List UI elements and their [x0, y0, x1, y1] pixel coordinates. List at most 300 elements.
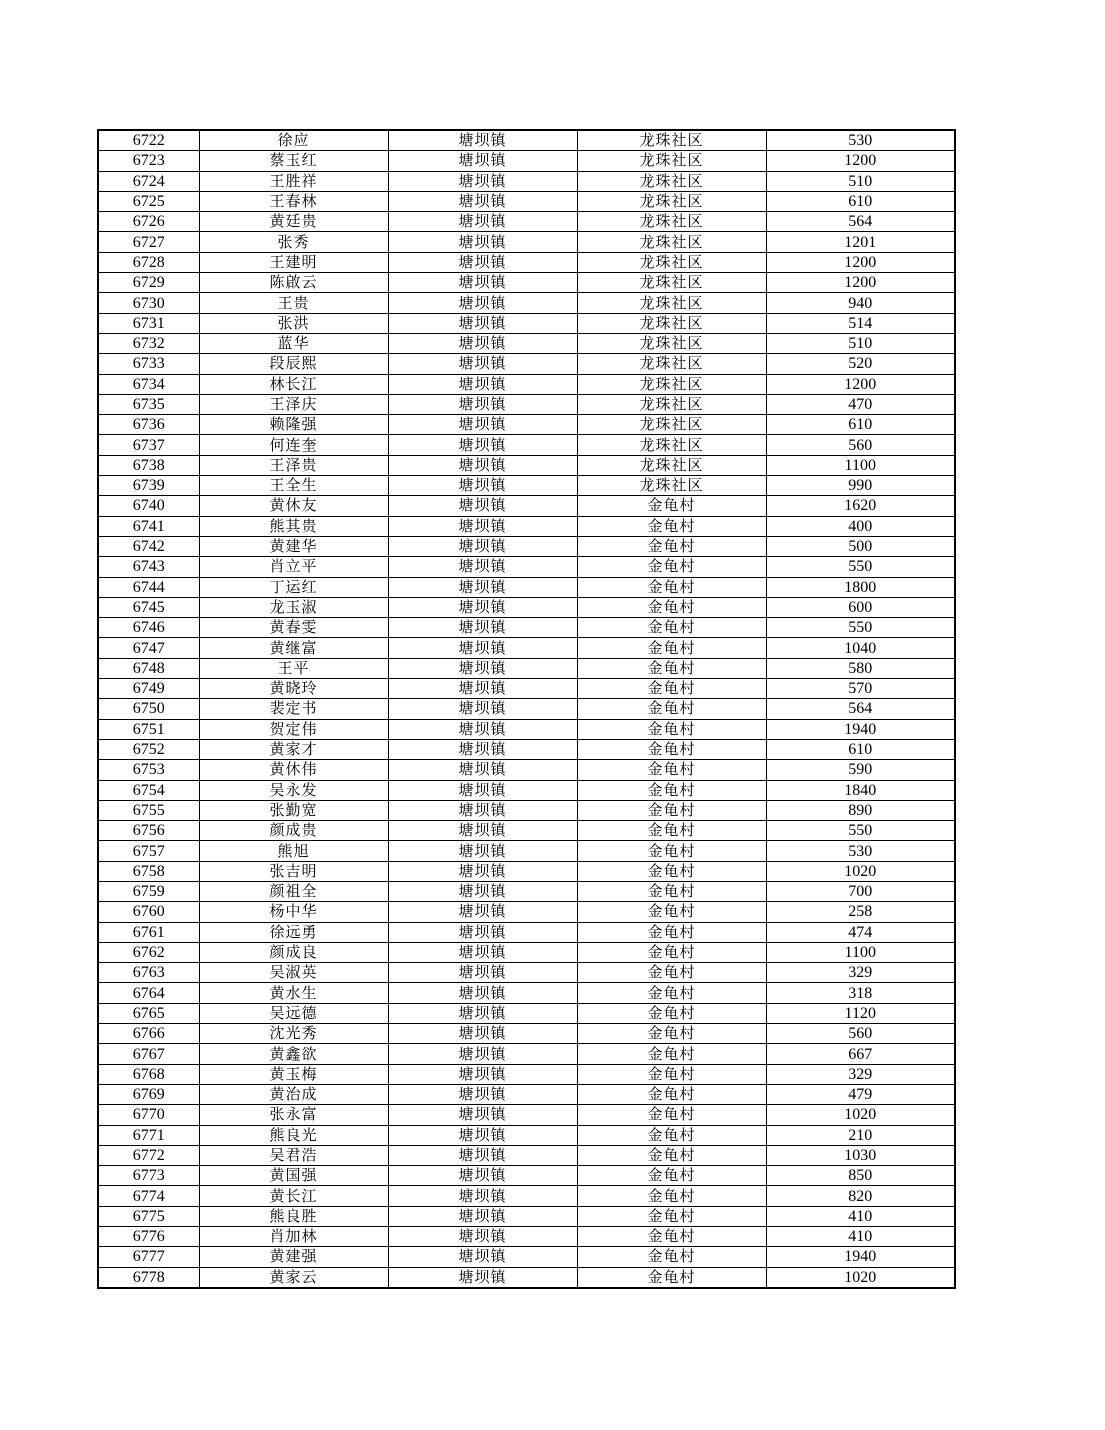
amount-cell: 1020 [766, 1105, 955, 1125]
village-cell: 金龟村 [577, 983, 766, 1003]
row-number-cell: 6735 [98, 394, 199, 414]
amount-cell: 500 [766, 536, 955, 556]
town-cell: 塘坝镇 [388, 476, 577, 496]
village-cell: 龙珠社区 [577, 293, 766, 313]
name-cell: 蓝华 [199, 333, 388, 353]
town-cell: 塘坝镇 [388, 739, 577, 759]
name-cell: 肖立平 [199, 557, 388, 577]
amount-cell: 1201 [766, 232, 955, 252]
amount-cell: 1200 [766, 273, 955, 293]
village-cell: 金龟村 [577, 1044, 766, 1064]
table-row [98, 435, 955, 455]
amount-cell: 510 [766, 333, 955, 353]
row-number-cell: 6741 [98, 516, 199, 536]
name-cell: 王泽庆 [199, 394, 388, 414]
amount-cell: 667 [766, 1044, 955, 1064]
village-cell: 金龟村 [577, 1003, 766, 1023]
amount-cell: 610 [766, 739, 955, 759]
village-cell: 金龟村 [577, 699, 766, 719]
village-cell: 龙珠社区 [577, 252, 766, 272]
name-cell: 贺定伟 [199, 719, 388, 739]
row-number-cell: 6760 [98, 902, 199, 922]
amount-cell: 590 [766, 760, 955, 780]
name-cell: 肖加林 [199, 1227, 388, 1247]
town-cell: 塘坝镇 [388, 597, 577, 617]
name-cell: 黄休友 [199, 496, 388, 516]
amount-cell: 1200 [766, 252, 955, 272]
town-cell: 塘坝镇 [388, 435, 577, 455]
table-row [98, 1044, 955, 1064]
row-number-cell: 6733 [98, 354, 199, 374]
row-number-cell: 6743 [98, 557, 199, 577]
village-cell: 龙珠社区 [577, 435, 766, 455]
town-cell: 塘坝镇 [388, 313, 577, 333]
town-cell: 塘坝镇 [388, 354, 577, 374]
amount-cell: 318 [766, 983, 955, 1003]
town-cell: 塘坝镇 [388, 536, 577, 556]
row-number-cell: 6776 [98, 1227, 199, 1247]
amount-cell: 580 [766, 658, 955, 678]
table-body [98, 130, 955, 1288]
row-number-cell: 6750 [98, 699, 199, 719]
town-cell: 塘坝镇 [388, 760, 577, 780]
name-cell: 黄休伟 [199, 760, 388, 780]
town-cell: 塘坝镇 [388, 151, 577, 171]
name-cell: 王平 [199, 658, 388, 678]
amount-cell: 258 [766, 902, 955, 922]
table-row [98, 963, 955, 983]
table-row [98, 861, 955, 881]
row-number-cell: 6726 [98, 212, 199, 232]
town-cell: 塘坝镇 [388, 1247, 577, 1267]
village-cell: 金龟村 [577, 942, 766, 962]
table-row [98, 841, 955, 861]
name-cell: 黄廷贵 [199, 212, 388, 232]
table-row [98, 455, 955, 475]
table-row [98, 1105, 955, 1125]
table-row [98, 719, 955, 739]
amount-cell: 1030 [766, 1145, 955, 1165]
town-cell: 塘坝镇 [388, 1024, 577, 1044]
name-cell: 吴永发 [199, 780, 388, 800]
row-number-cell: 6752 [98, 739, 199, 759]
name-cell: 吴远德 [199, 1003, 388, 1023]
town-cell: 塘坝镇 [388, 1186, 577, 1206]
village-cell: 龙珠社区 [577, 455, 766, 475]
town-cell: 塘坝镇 [388, 618, 577, 638]
town-cell: 塘坝镇 [388, 719, 577, 739]
village-cell: 金龟村 [577, 577, 766, 597]
name-cell: 颜成良 [199, 942, 388, 962]
name-cell: 徐远勇 [199, 922, 388, 942]
town-cell: 塘坝镇 [388, 496, 577, 516]
town-cell: 塘坝镇 [388, 658, 577, 678]
row-number-cell: 6746 [98, 618, 199, 638]
village-cell: 金龟村 [577, 1105, 766, 1125]
town-cell: 塘坝镇 [388, 1166, 577, 1186]
row-number-cell: 6751 [98, 719, 199, 739]
row-number-cell: 6742 [98, 536, 199, 556]
name-cell: 王泽贵 [199, 455, 388, 475]
amount-cell: 550 [766, 557, 955, 577]
table-row [98, 1186, 955, 1206]
village-cell: 龙珠社区 [577, 374, 766, 394]
table-row [98, 658, 955, 678]
table-row [98, 293, 955, 313]
row-number-cell: 6730 [98, 293, 199, 313]
name-cell: 徐应 [199, 130, 388, 151]
town-cell: 塘坝镇 [388, 1064, 577, 1084]
name-cell: 丁运红 [199, 577, 388, 597]
name-cell: 黄水生 [199, 983, 388, 1003]
amount-cell: 820 [766, 1186, 955, 1206]
row-number-cell: 6758 [98, 861, 199, 881]
town-cell: 塘坝镇 [388, 1125, 577, 1145]
name-cell: 张洪 [199, 313, 388, 333]
amount-cell: 570 [766, 679, 955, 699]
village-cell: 龙珠社区 [577, 232, 766, 252]
name-cell: 段辰熙 [199, 354, 388, 374]
village-cell: 龙珠社区 [577, 151, 766, 171]
town-cell: 塘坝镇 [388, 1003, 577, 1023]
amount-cell: 1800 [766, 577, 955, 597]
table-row [98, 1166, 955, 1186]
name-cell: 龙玉淑 [199, 597, 388, 617]
amount-cell: 564 [766, 212, 955, 232]
town-cell: 塘坝镇 [388, 516, 577, 536]
amount-cell: 1020 [766, 861, 955, 881]
row-number-cell: 6725 [98, 191, 199, 211]
amount-cell: 550 [766, 618, 955, 638]
town-cell: 塘坝镇 [388, 130, 577, 151]
amount-cell: 1100 [766, 942, 955, 962]
town-cell: 塘坝镇 [388, 800, 577, 820]
amount-cell: 1120 [766, 1003, 955, 1023]
amount-cell: 1940 [766, 719, 955, 739]
row-number-cell: 6729 [98, 273, 199, 293]
table-row [98, 942, 955, 962]
amount-cell: 530 [766, 841, 955, 861]
amount-cell: 610 [766, 415, 955, 435]
table-row [98, 536, 955, 556]
name-cell: 颜成贵 [199, 821, 388, 841]
town-cell: 塘坝镇 [388, 171, 577, 191]
village-cell: 金龟村 [577, 1125, 766, 1145]
village-cell: 龙珠社区 [577, 354, 766, 374]
row-number-cell: 6723 [98, 151, 199, 171]
table-row [98, 1125, 955, 1145]
name-cell: 吴淑英 [199, 963, 388, 983]
name-cell: 熊其贵 [199, 516, 388, 536]
row-number-cell: 6727 [98, 232, 199, 252]
name-cell: 何连奎 [199, 435, 388, 455]
row-number-cell: 6740 [98, 496, 199, 516]
table-row [98, 1024, 955, 1044]
name-cell: 黄建华 [199, 536, 388, 556]
table-row [98, 983, 955, 1003]
name-cell: 张吉明 [199, 861, 388, 881]
name-cell: 黄治成 [199, 1084, 388, 1104]
village-cell: 金龟村 [577, 1247, 766, 1267]
village-cell: 金龟村 [577, 597, 766, 617]
amount-cell: 530 [766, 130, 955, 151]
village-cell: 金龟村 [577, 1186, 766, 1206]
amount-cell: 410 [766, 1206, 955, 1226]
village-cell: 金龟村 [577, 922, 766, 942]
table-row [98, 922, 955, 942]
name-cell: 熊良光 [199, 1125, 388, 1145]
name-cell: 黄家才 [199, 739, 388, 759]
amount-cell: 600 [766, 597, 955, 617]
village-cell: 金龟村 [577, 881, 766, 901]
table-row [98, 638, 955, 658]
table-row [98, 699, 955, 719]
table-row [98, 191, 955, 211]
table-row [98, 618, 955, 638]
table-row [98, 171, 955, 191]
name-cell: 张勤宽 [199, 800, 388, 820]
table-row [98, 1064, 955, 1084]
name-cell: 黄长江 [199, 1186, 388, 1206]
village-cell: 金龟村 [577, 780, 766, 800]
table-row [98, 577, 955, 597]
row-number-cell: 6777 [98, 1247, 199, 1267]
amount-cell: 940 [766, 293, 955, 313]
village-cell: 龙珠社区 [577, 191, 766, 211]
name-cell: 杨中华 [199, 902, 388, 922]
town-cell: 塘坝镇 [388, 1084, 577, 1104]
town-cell: 塘坝镇 [388, 374, 577, 394]
amount-cell: 479 [766, 1084, 955, 1104]
village-cell: 金龟村 [577, 536, 766, 556]
town-cell: 塘坝镇 [388, 557, 577, 577]
table-row [98, 557, 955, 577]
amount-cell: 560 [766, 435, 955, 455]
amount-cell: 510 [766, 171, 955, 191]
row-number-cell: 6764 [98, 983, 199, 1003]
village-cell: 金龟村 [577, 719, 766, 739]
row-number-cell: 6773 [98, 1166, 199, 1186]
amount-cell: 1940 [766, 1247, 955, 1267]
village-cell: 金龟村 [577, 861, 766, 881]
row-number-cell: 6739 [98, 476, 199, 496]
row-number-cell: 6762 [98, 942, 199, 962]
village-cell: 金龟村 [577, 658, 766, 678]
village-cell: 龙珠社区 [577, 415, 766, 435]
amount-cell: 1100 [766, 455, 955, 475]
table-row [98, 496, 955, 516]
town-cell: 塘坝镇 [388, 577, 577, 597]
village-cell: 金龟村 [577, 760, 766, 780]
village-cell: 金龟村 [577, 557, 766, 577]
name-cell: 黄国强 [199, 1166, 388, 1186]
amount-cell: 514 [766, 313, 955, 333]
name-cell: 黄建强 [199, 1247, 388, 1267]
row-number-cell: 6768 [98, 1064, 199, 1084]
town-cell: 塘坝镇 [388, 942, 577, 962]
amount-cell: 1020 [766, 1267, 955, 1288]
name-cell: 黄玉梅 [199, 1064, 388, 1084]
table-row [98, 821, 955, 841]
amount-cell: 329 [766, 963, 955, 983]
town-cell: 塘坝镇 [388, 1105, 577, 1125]
row-number-cell: 6761 [98, 922, 199, 942]
row-number-cell: 6731 [98, 313, 199, 333]
table-row [98, 1003, 955, 1023]
row-number-cell: 6732 [98, 333, 199, 353]
row-number-cell: 6772 [98, 1145, 199, 1165]
town-cell: 塘坝镇 [388, 1227, 577, 1247]
village-cell: 龙珠社区 [577, 130, 766, 151]
table-row [98, 130, 955, 151]
row-number-cell: 6757 [98, 841, 199, 861]
village-cell: 龙珠社区 [577, 394, 766, 414]
table-row [98, 516, 955, 536]
town-cell: 塘坝镇 [388, 212, 577, 232]
row-number-cell: 6744 [98, 577, 199, 597]
village-cell: 金龟村 [577, 1267, 766, 1288]
town-cell: 塘坝镇 [388, 963, 577, 983]
town-cell: 塘坝镇 [388, 273, 577, 293]
village-cell: 金龟村 [577, 1024, 766, 1044]
town-cell: 塘坝镇 [388, 333, 577, 353]
row-number-cell: 6738 [98, 455, 199, 475]
town-cell: 塘坝镇 [388, 821, 577, 841]
amount-cell: 210 [766, 1125, 955, 1145]
village-cell: 龙珠社区 [577, 333, 766, 353]
village-cell: 金龟村 [577, 841, 766, 861]
table-row [98, 760, 955, 780]
row-number-cell: 6749 [98, 679, 199, 699]
amount-cell: 850 [766, 1166, 955, 1186]
town-cell: 塘坝镇 [388, 902, 577, 922]
name-cell: 王胜祥 [199, 171, 388, 191]
town-cell: 塘坝镇 [388, 780, 577, 800]
table-row [98, 273, 955, 293]
amount-cell: 1040 [766, 638, 955, 658]
village-cell: 龙珠社区 [577, 212, 766, 232]
town-cell: 塘坝镇 [388, 861, 577, 881]
table-row [98, 374, 955, 394]
row-number-cell: 6748 [98, 658, 199, 678]
town-cell: 塘坝镇 [388, 415, 577, 435]
table-row [98, 232, 955, 252]
town-cell: 塘坝镇 [388, 455, 577, 475]
row-number-cell: 6756 [98, 821, 199, 841]
village-cell: 金龟村 [577, 821, 766, 841]
table-row [98, 1206, 955, 1226]
town-cell: 塘坝镇 [388, 881, 577, 901]
town-cell: 塘坝镇 [388, 293, 577, 313]
village-cell: 龙珠社区 [577, 273, 766, 293]
name-cell: 黄晓玲 [199, 679, 388, 699]
row-number-cell: 6745 [98, 597, 199, 617]
amount-cell: 890 [766, 800, 955, 820]
row-number-cell: 6753 [98, 760, 199, 780]
town-cell: 塘坝镇 [388, 638, 577, 658]
amount-cell: 410 [766, 1227, 955, 1247]
village-cell: 金龟村 [577, 1206, 766, 1226]
name-cell: 颜祖全 [199, 881, 388, 901]
amount-cell: 990 [766, 476, 955, 496]
name-cell: 裴定书 [199, 699, 388, 719]
village-cell: 金龟村 [577, 1064, 766, 1084]
village-cell: 金龟村 [577, 679, 766, 699]
amount-cell: 564 [766, 699, 955, 719]
table-row [98, 212, 955, 232]
town-cell: 塘坝镇 [388, 232, 577, 252]
village-cell: 金龟村 [577, 1145, 766, 1165]
village-cell: 龙珠社区 [577, 171, 766, 191]
table-row [98, 902, 955, 922]
town-cell: 塘坝镇 [388, 252, 577, 272]
village-cell: 龙珠社区 [577, 313, 766, 333]
table-row [98, 151, 955, 171]
amount-cell: 1840 [766, 780, 955, 800]
name-cell: 张永富 [199, 1105, 388, 1125]
amount-cell: 329 [766, 1064, 955, 1084]
row-number-cell: 6755 [98, 800, 199, 820]
village-cell: 金龟村 [577, 902, 766, 922]
amount-cell: 470 [766, 394, 955, 414]
amount-cell: 610 [766, 191, 955, 211]
village-cell: 金龟村 [577, 1084, 766, 1104]
name-cell: 黄家云 [199, 1267, 388, 1288]
row-number-cell: 6763 [98, 963, 199, 983]
table-row [98, 1267, 955, 1288]
row-number-cell: 6771 [98, 1125, 199, 1145]
row-number-cell: 6736 [98, 415, 199, 435]
row-number-cell: 6737 [98, 435, 199, 455]
row-number-cell: 6778 [98, 1267, 199, 1288]
table-row [98, 476, 955, 496]
name-cell: 王建明 [199, 252, 388, 272]
village-cell: 金龟村 [577, 963, 766, 983]
table-row [98, 394, 955, 414]
table-row [98, 313, 955, 333]
village-cell: 金龟村 [577, 800, 766, 820]
village-cell: 金龟村 [577, 618, 766, 638]
name-cell: 熊良胜 [199, 1206, 388, 1226]
table-row [98, 800, 955, 820]
town-cell: 塘坝镇 [388, 679, 577, 699]
row-number-cell: 6765 [98, 1003, 199, 1023]
table-row [98, 333, 955, 353]
name-cell: 张秀 [199, 232, 388, 252]
town-cell: 塘坝镇 [388, 191, 577, 211]
name-cell: 林长江 [199, 374, 388, 394]
village-cell: 金龟村 [577, 739, 766, 759]
village-cell: 金龟村 [577, 516, 766, 536]
amount-cell: 550 [766, 821, 955, 841]
village-cell: 金龟村 [577, 496, 766, 516]
name-cell: 吴君浩 [199, 1145, 388, 1165]
table-row [98, 679, 955, 699]
row-number-cell: 6759 [98, 881, 199, 901]
table-row [98, 881, 955, 901]
town-cell: 塘坝镇 [388, 699, 577, 719]
table-row [98, 1247, 955, 1267]
name-cell: 蔡玉红 [199, 151, 388, 171]
row-number-cell: 6754 [98, 780, 199, 800]
name-cell: 王春林 [199, 191, 388, 211]
table-row [98, 780, 955, 800]
table-row [98, 1084, 955, 1104]
name-cell: 熊旭 [199, 841, 388, 861]
amount-cell: 1620 [766, 496, 955, 516]
amount-cell: 520 [766, 354, 955, 374]
town-cell: 塘坝镇 [388, 1206, 577, 1226]
